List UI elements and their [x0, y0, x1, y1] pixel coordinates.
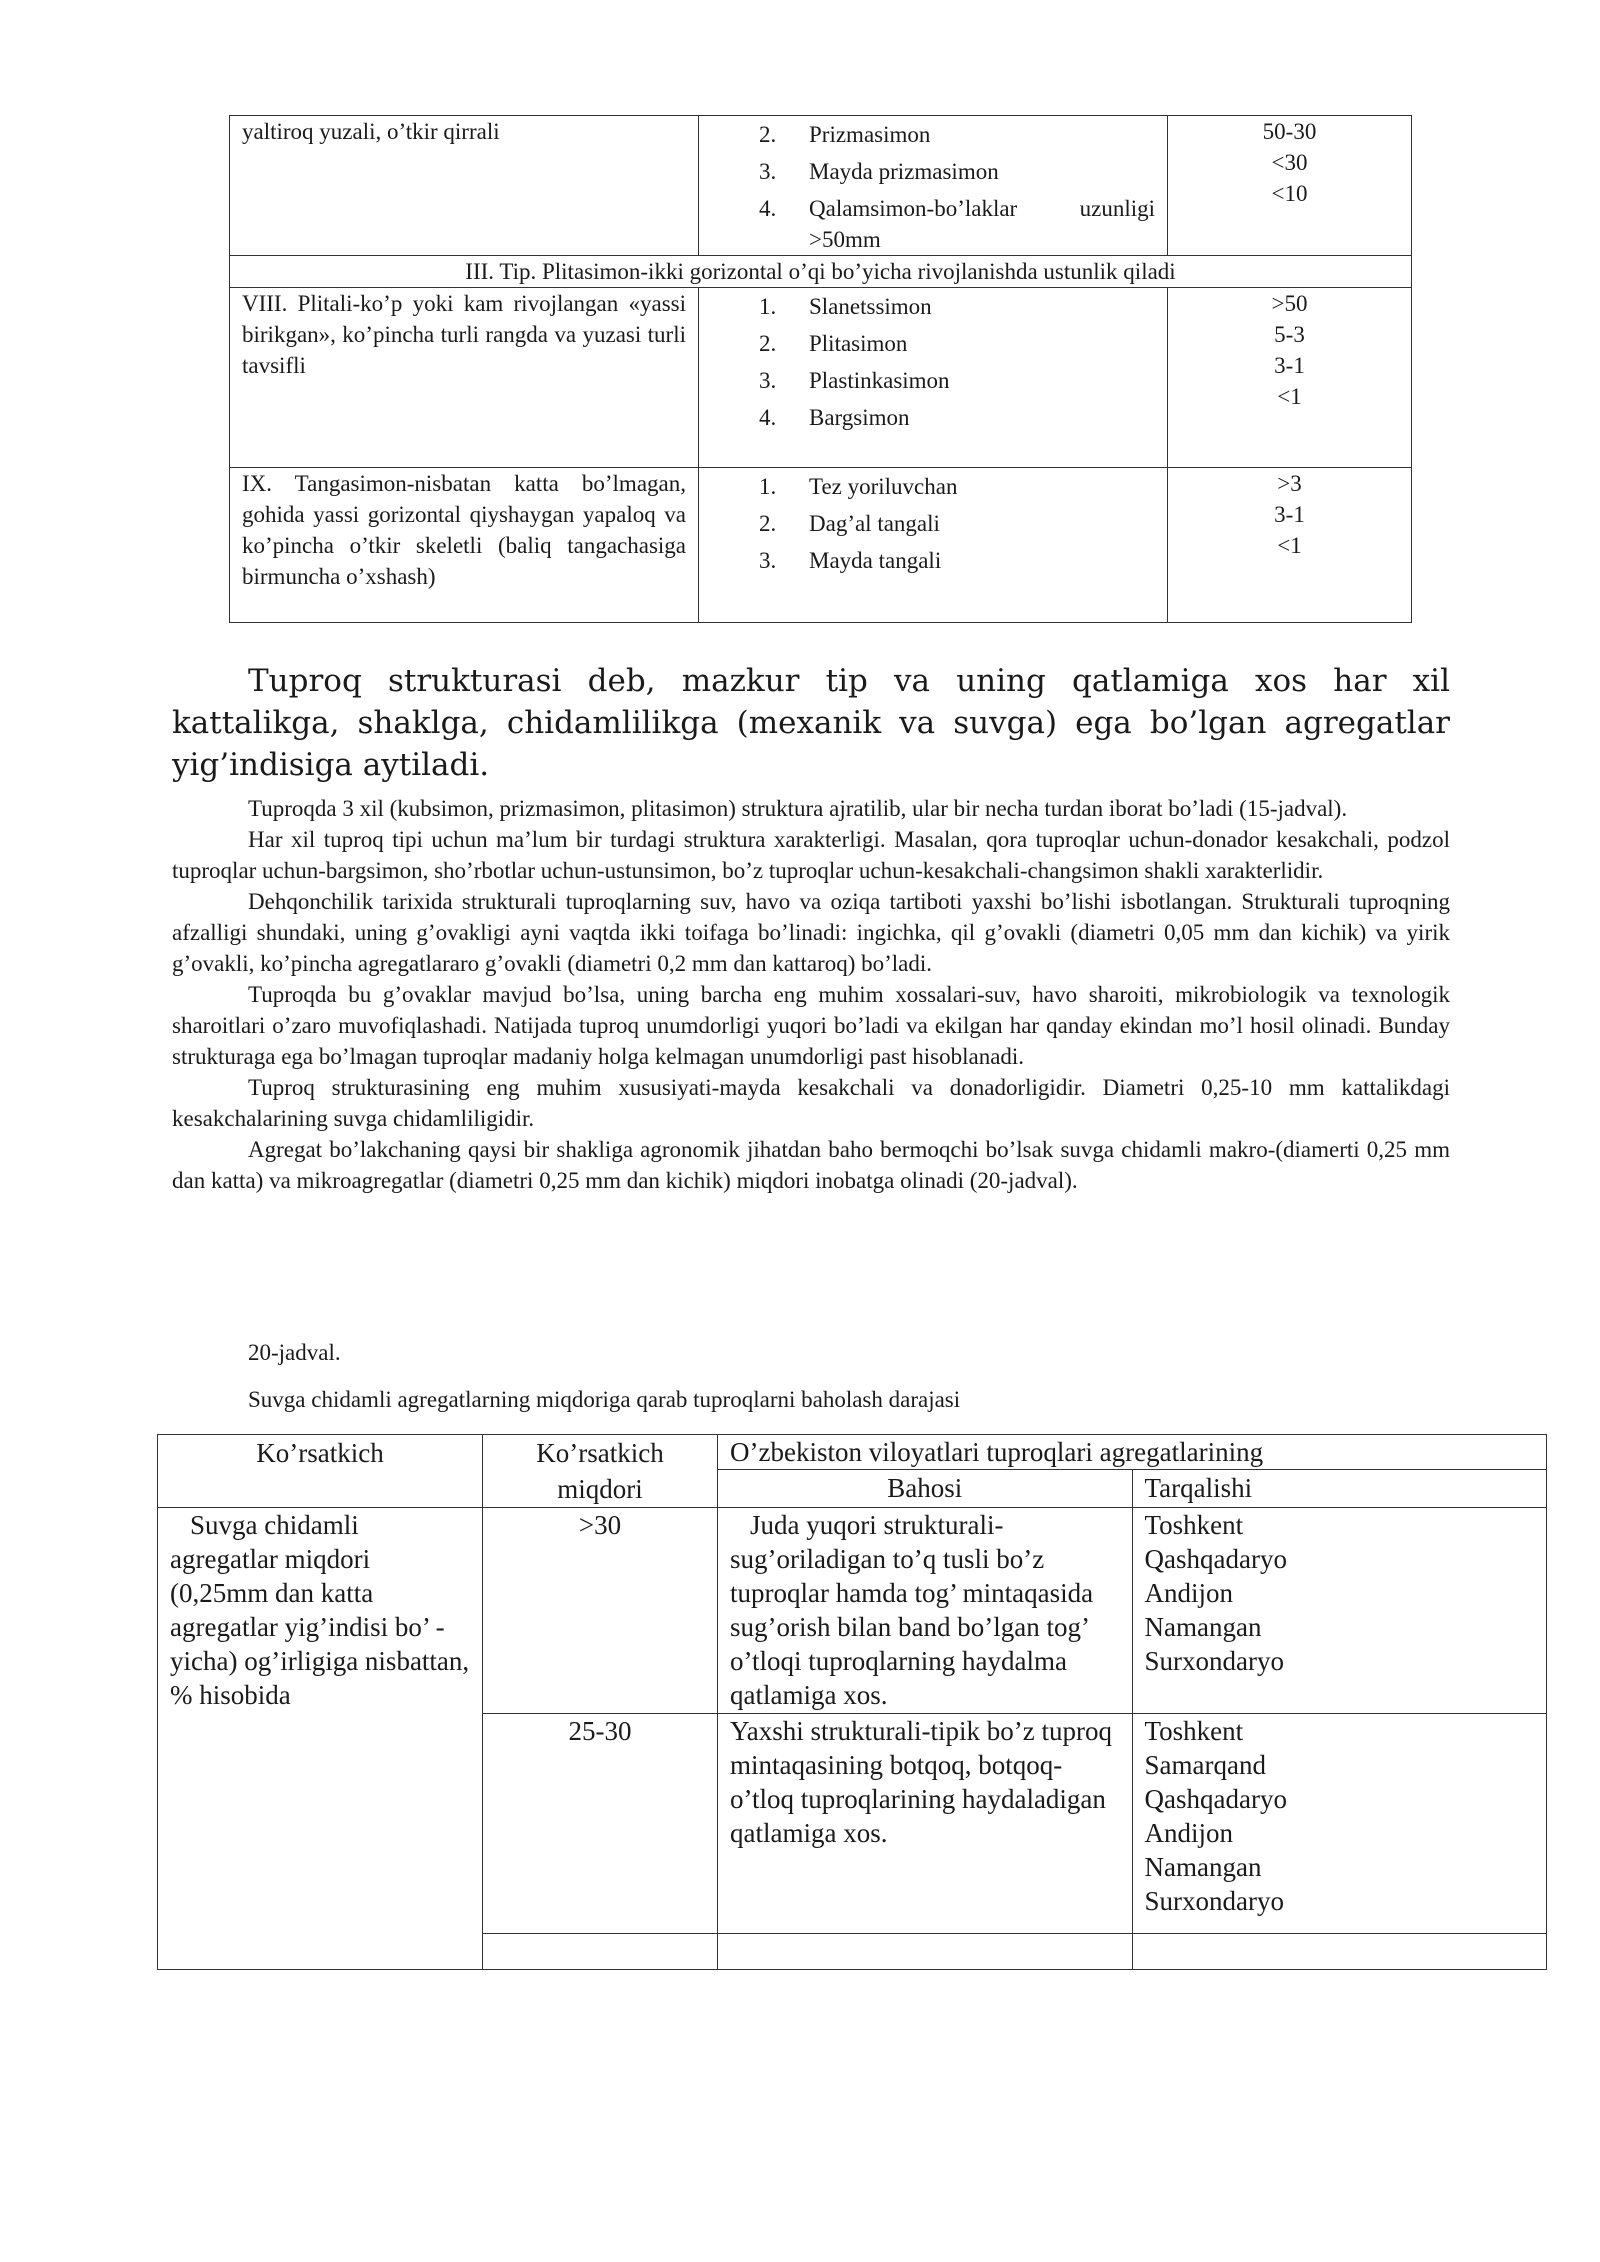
empty-cell — [718, 1934, 1133, 1970]
assessment-cell: Yaxshi strukturali-tipik bo’z tuproq mintaqasining botqoq, botqoq-o’tloq tuproqlarining haydaladigan qatlamiga xos. — [718, 1714, 1133, 1934]
header-group: O’zbekiston viloyatlari tuproqlari agregatlarining — [718, 1435, 1547, 1470]
header-distribution: Tarqalishi — [1132, 1470, 1547, 1508]
list-item: 2. Plitasimon — [759, 331, 908, 356]
table-row — [230, 468, 1412, 623]
header-assessment: Bahosi — [718, 1470, 1133, 1508]
assessment-cell: Juda yuqori strukturali-sug’oriladigan to’q tusli bo’z tuproqlar hamda tog’ mintaqasida sug’orish bilan band bo’lgan tog’ o’tloqi tuproqlarning haydalma qatlamiga xos. — [718, 1508, 1133, 1714]
size-values: 50-30 <30 <10 — [1168, 116, 1412, 256]
regions-cell: Toshkent Samarqand Qashqadaryo Andijon Namangan Surxondaryo — [1132, 1714, 1547, 1934]
structure-kinds-list — [711, 288, 1155, 436]
structure-description: yaltiroq yuzali, o’tkir qirrali — [230, 116, 699, 256]
table-row — [230, 116, 1412, 256]
table-number: 20-jadval. — [248, 1340, 341, 1365]
paragraph: Tuproqda bu g’ovaklar mavjud bo’lsa, uning barcha eng muhim xossalari-suv, havo sharoiti, mikrobiologik va texnologik sharoitlari o’zaro muvofiqlashadi. Natijada tuproq unumdorligi yuqori bo’ladi va ekilgan har qanday ekindan mo’l hosil olinadi. Bunday strukturaga ega bo’lmagan tuproqlar madaniy holga kelmagan unumdorligi past hisoblanadi. — [172, 982, 1450, 1069]
aggregate-assessment-table — [157, 1434, 1547, 1970]
structure-kinds-list — [711, 116, 1155, 255]
list-item: 1. Tez yoriluvchan — [759, 474, 958, 499]
list-item: 2. Prizmasimon — [759, 122, 931, 147]
regions-cell: Toshkent Qashqadaryo Andijon Namangan Surxondaryo — [1132, 1508, 1547, 1714]
size-values: >50 5-3 3-1 <1 — [1168, 288, 1412, 468]
definition-heading: Tuproq strukturasi deb, mazkur tip va uning qatlamiga xos har xil kattalikga, shaklga, chidamlilikga (mexanik va suvga) ega bo’lgan agregatlar yig’indisiga aytiladi. — [172, 663, 1450, 783]
table-row — [230, 256, 1412, 288]
table-row — [230, 288, 1412, 468]
paragraph: Agregat bo’lakchaning qaysi bir shakliga agronomik jihatdan baho bermoqchi bo’lsak suvga chidamli makro-(diamerti 0,25 mm dan katta) va mikroagregatlar (diametri 0,25 mm dan kichik) miqdori inobatga olinadi (20-jadval). — [172, 1137, 1450, 1193]
empty-cell — [483, 1934, 718, 1970]
table-row — [158, 1508, 1547, 1714]
list-item: 3. Mayda prizmasimon — [759, 159, 999, 184]
header-indicator: Ko’rsatkich — [158, 1435, 483, 1508]
list-item: 1. Slanetssimon — [759, 294, 932, 319]
body-text — [172, 793, 1450, 1196]
table-title: Suvga chidamli agregatlarning miqdoriga qarab tuproqlarni baholash darajasi — [248, 1387, 961, 1412]
header-amount: Ko’rsatkich miqdori — [483, 1435, 718, 1508]
size-values: >3 3-1 <1 — [1168, 468, 1412, 623]
type-heading-row: III. Tip. Plitasimon-ikki gorizontal o’qi bo’yicha rivojlanishda ustunlik qiladi — [230, 256, 1412, 288]
empty-cell — [1132, 1934, 1547, 1970]
paragraph: Tuproq strukturasining eng muhim xususiyati-mayda kesakchali va donadorligidir. Diametri 0,25-10 mm kattalikdagi kesakchalarining suvga chidamliligidir. — [172, 1075, 1450, 1131]
indicator-cell: Suvga chidamli agregatlar miqdori (0,25mm dan katta agregatlar yig’indisi bo’ - yicha) og’irligiga nisbattan, % hisobida — [158, 1508, 483, 1970]
paragraph: Dehqonchilik tarixida strukturali tuproqlarning suv, havo va oziqa tartiboti yaxshi bo’lishi isbotlangan. Strukturali tuproqning afzalligi shundaki, uning g’ovakligi ayni vaqtda ikki toifaga bo’linadi: ingichka, qil g’ovakli (diametri 0,05 mm dan kichik) va yirik g’ovakli, ko’pincha agregatlararo g’ovakli (diametri 0,2 mm dan kattaroq) bo’ladi. — [172, 889, 1450, 976]
list-item: 3. Plastinkasimon — [759, 368, 950, 393]
list-item: 4. Bargsimon — [759, 405, 910, 430]
amount-cell: 25-30 — [483, 1714, 718, 1934]
structure-description: VIII. Plitali-ko’p yoki kam rivojlangan «yassi birikgan», ko’pincha turli rangda va yuzasi turli tavsifli — [230, 288, 699, 468]
structure-description: IX. Tangasimon-nisbatan katta bo’lmagan, gohida yassi gorizontal qiyshaygan yapaloq va ko’pincha o’tkir skeletli (baliq tangachasiga birmuncha o’xshash) — [230, 468, 699, 623]
list-item: 3. Mayda tangali — [759, 548, 942, 573]
table-header-row — [158, 1435, 1547, 1470]
list-item: 4. Qalamsimon-bo’laklar uzunligi >50mm — [759, 196, 1155, 252]
paragraph: Tuproqda 3 xil (kubsimon, prizmasimon, plitasimon) struktura ajratilib, ular bir necha turdan iborat bo’ladi (15-jadval). — [248, 796, 1348, 821]
list-item: 2. Dag’al tangali — [759, 511, 940, 536]
paragraph: Har xil tuproq tipi uchun ma’lum bir turdagi struktura xarakterligi. Masalan, qora tuproqlar uchun-donador kesakchali, podzol tuproqlar uchun-bargsimon, sho’rbotlar uchun-ustunsimon, bo’z tuproqlar uchun-kesakchali-changsimon shakli xarakterlidir. — [172, 827, 1450, 883]
structure-kinds-list — [711, 468, 1155, 579]
structure-types-table — [229, 115, 1412, 623]
amount-cell: >30 — [483, 1508, 718, 1714]
